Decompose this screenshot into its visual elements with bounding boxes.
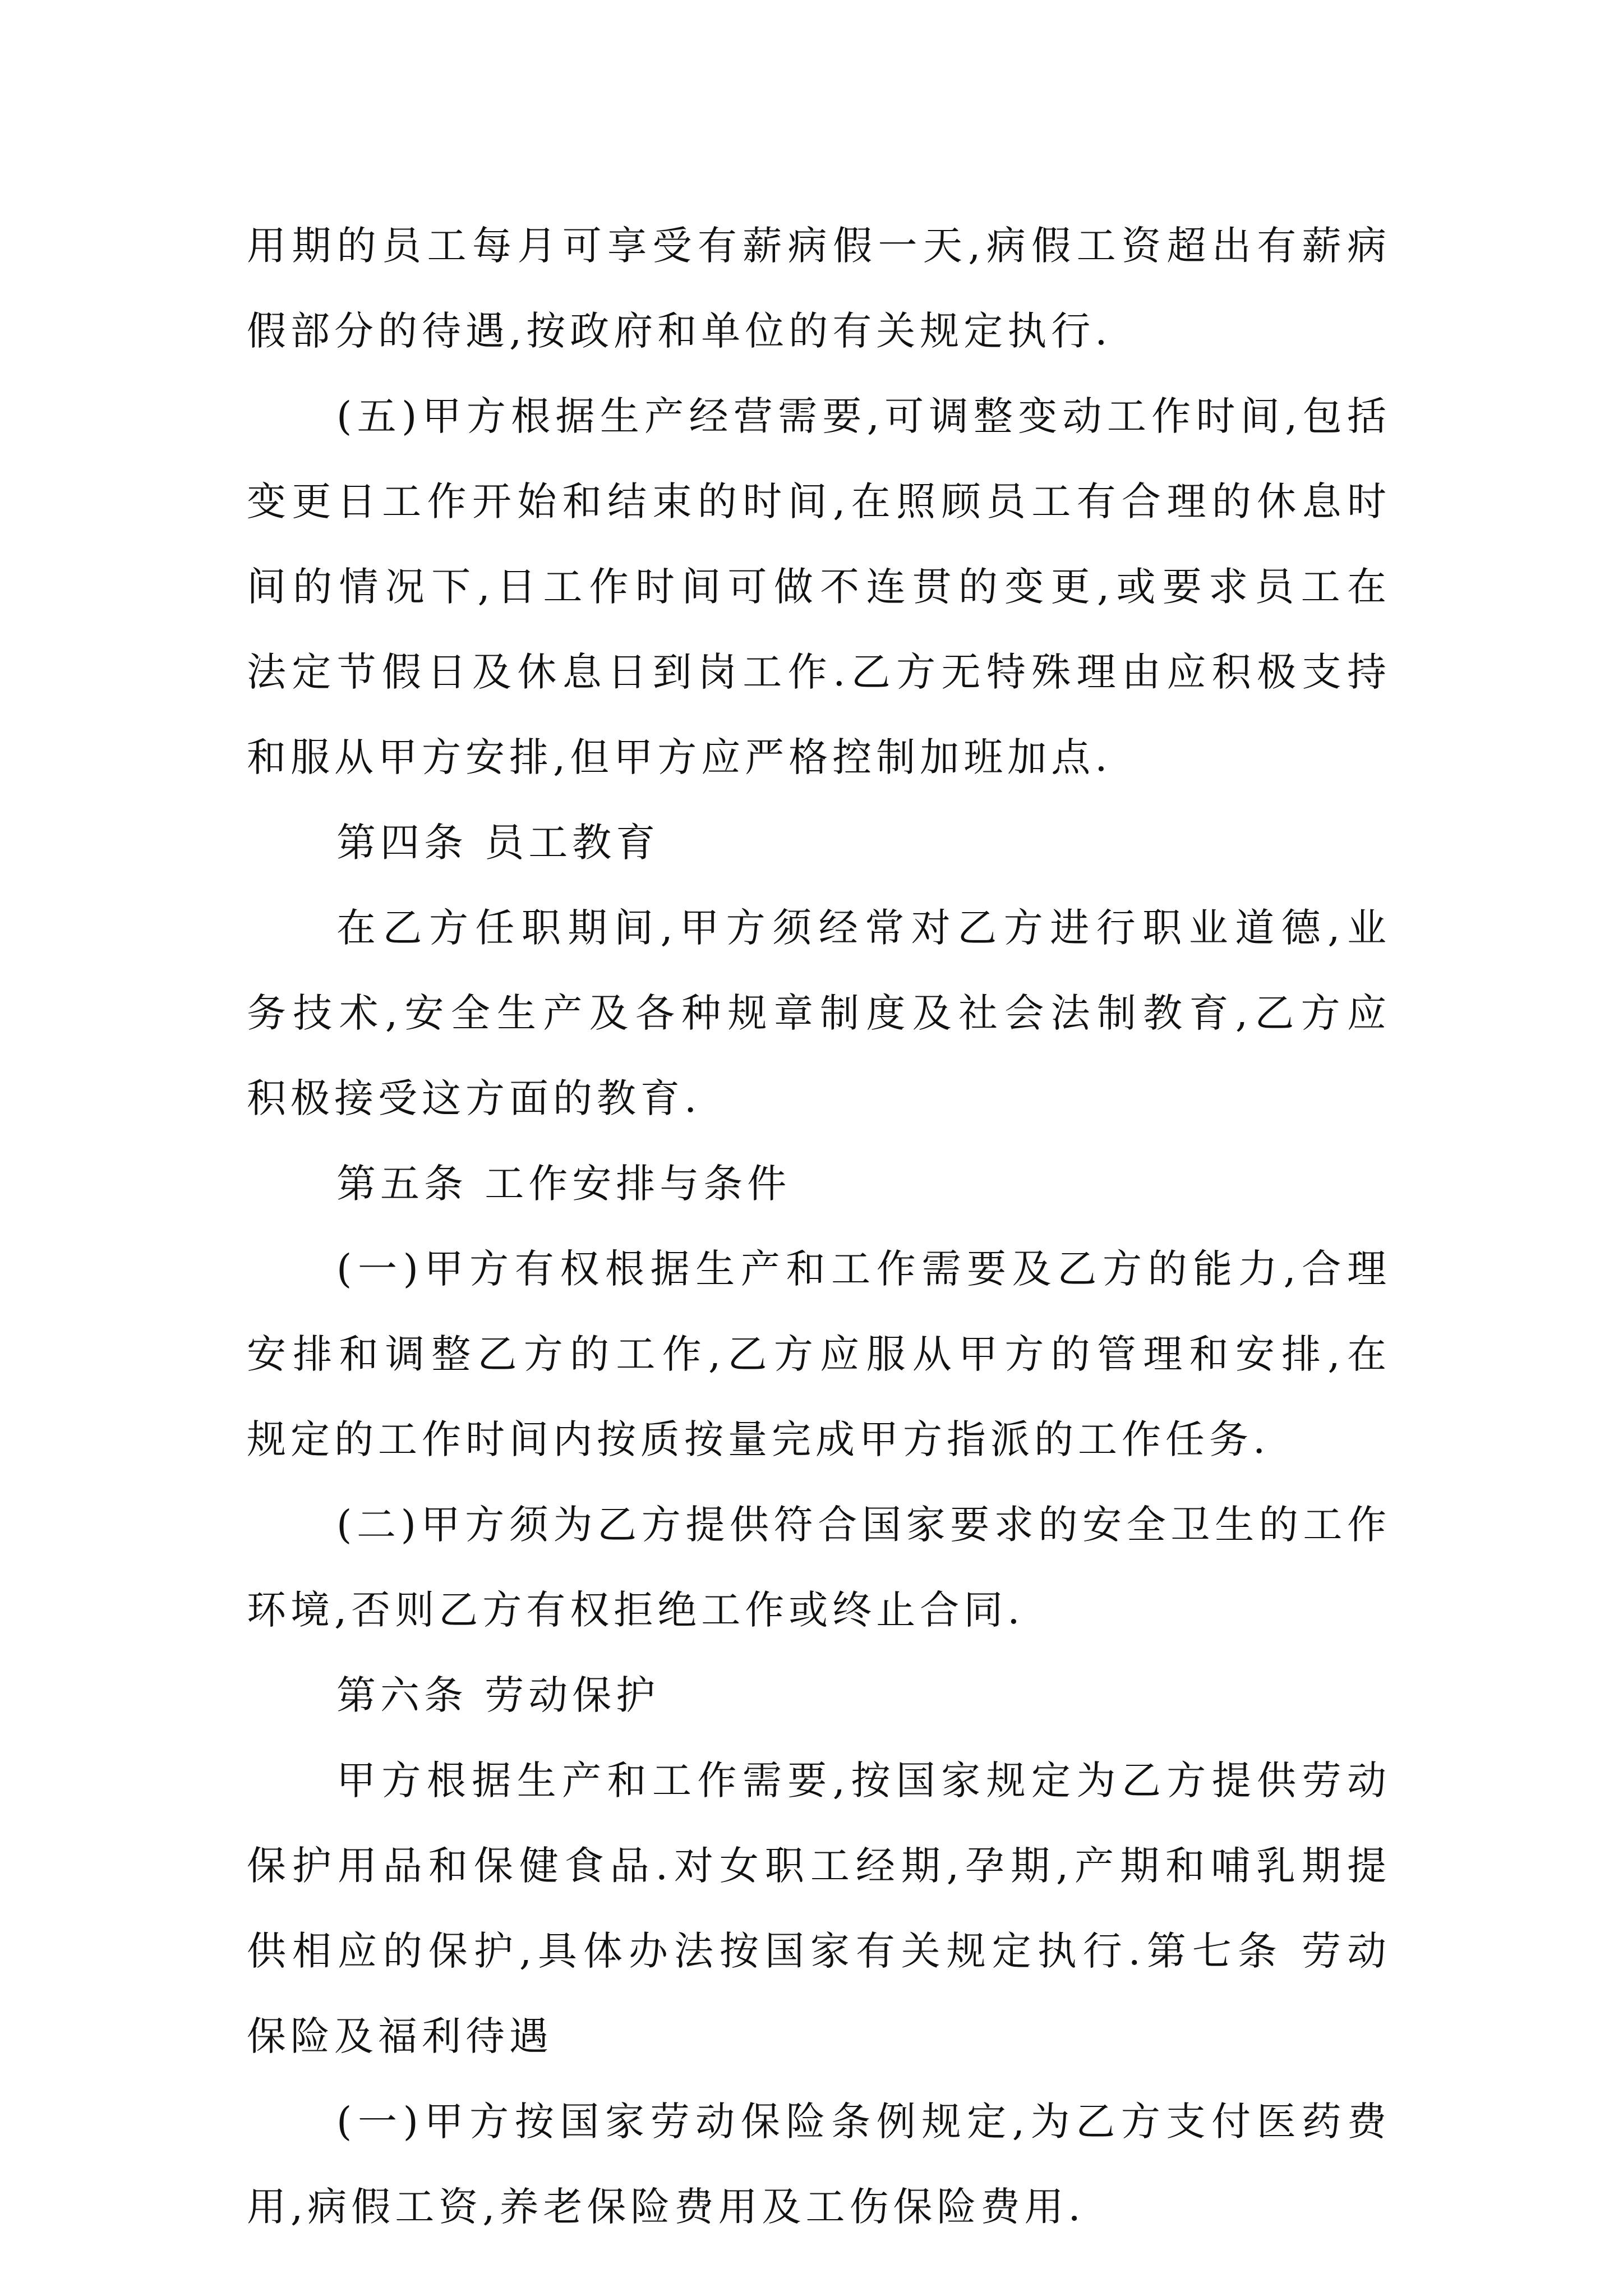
text-line: 环境,否则乙方有权拒绝工作或终止合同. bbox=[247, 1587, 1025, 1633]
section-heading: 第五条 工作安排与条件 bbox=[336, 1161, 791, 1207]
text-line: 保护用品和保健食品.对女职工经期,孕期,产期和哺乳期提 bbox=[247, 1843, 1391, 1889]
text-line: (一)甲方有权根据生产和工作需要及乙方的能力,合理 bbox=[336, 1246, 1391, 1292]
text-line: (一)甲方按国家劳动保险条例规定,为乙方支付医药费 bbox=[336, 2099, 1391, 2145]
text-line: (五)甲方根据生产经营需要,可调整变动工作时间,包括 bbox=[336, 393, 1391, 439]
section-heading: 第四条 员工教育 bbox=[336, 820, 660, 866]
text-line: 务技术,安全生产及各种规章制度及社会法制教育,乙方应 bbox=[247, 990, 1391, 1036]
text-line: 用期的员工每月可享受有薪病假一天,病假工资超出有薪病 bbox=[247, 223, 1391, 269]
text-line: 假部分的待遇,按政府和单位的有关规定执行. bbox=[247, 308, 1112, 354]
section-heading: 第六条 劳动保护 bbox=[336, 1672, 660, 1718]
text-line: 法定节假日及休息日到岗工作.乙方无特殊理由应积极支持 bbox=[247, 649, 1391, 695]
text-line: 间的情况下,日工作时间可做不连贯的变更,或要求员工在 bbox=[247, 564, 1391, 610]
text-line: 供相应的保护,具体办法按国家有关规定执行.第七条 劳动 bbox=[247, 1928, 1391, 1974]
text-line: 安排和调整乙方的工作,乙方应服从甲方的管理和安排,在 bbox=[247, 1331, 1391, 1377]
text-line: 在乙方任职期间,甲方须经常对乙方进行职业道德,业 bbox=[336, 905, 1391, 951]
text-line: 和服从甲方安排,但甲方应严格控制加班加点. bbox=[247, 734, 1112, 780]
document-body bbox=[247, 203, 1391, 2249]
text-line: 保险及福利待遇 bbox=[247, 2013, 553, 2059]
text-line: 甲方根据生产和工作需要,按国家规定为乙方提供劳动 bbox=[336, 1757, 1391, 1803]
text-line: 用,病假工资,养老保险费用及工伤保险费用. bbox=[247, 2184, 1085, 2230]
text-line: (二)甲方须为乙方提供符合国家要求的安全卫生的工作 bbox=[336, 1502, 1391, 1548]
text-line: 积极接受这方面的教育. bbox=[247, 1075, 702, 1121]
text-line: 规定的工作时间内按质按量完成甲方指派的工作任务. bbox=[247, 1416, 1270, 1462]
text-line: 变更日工作开始和结束的时间,在照顾员工有合理的休息时 bbox=[247, 478, 1391, 524]
